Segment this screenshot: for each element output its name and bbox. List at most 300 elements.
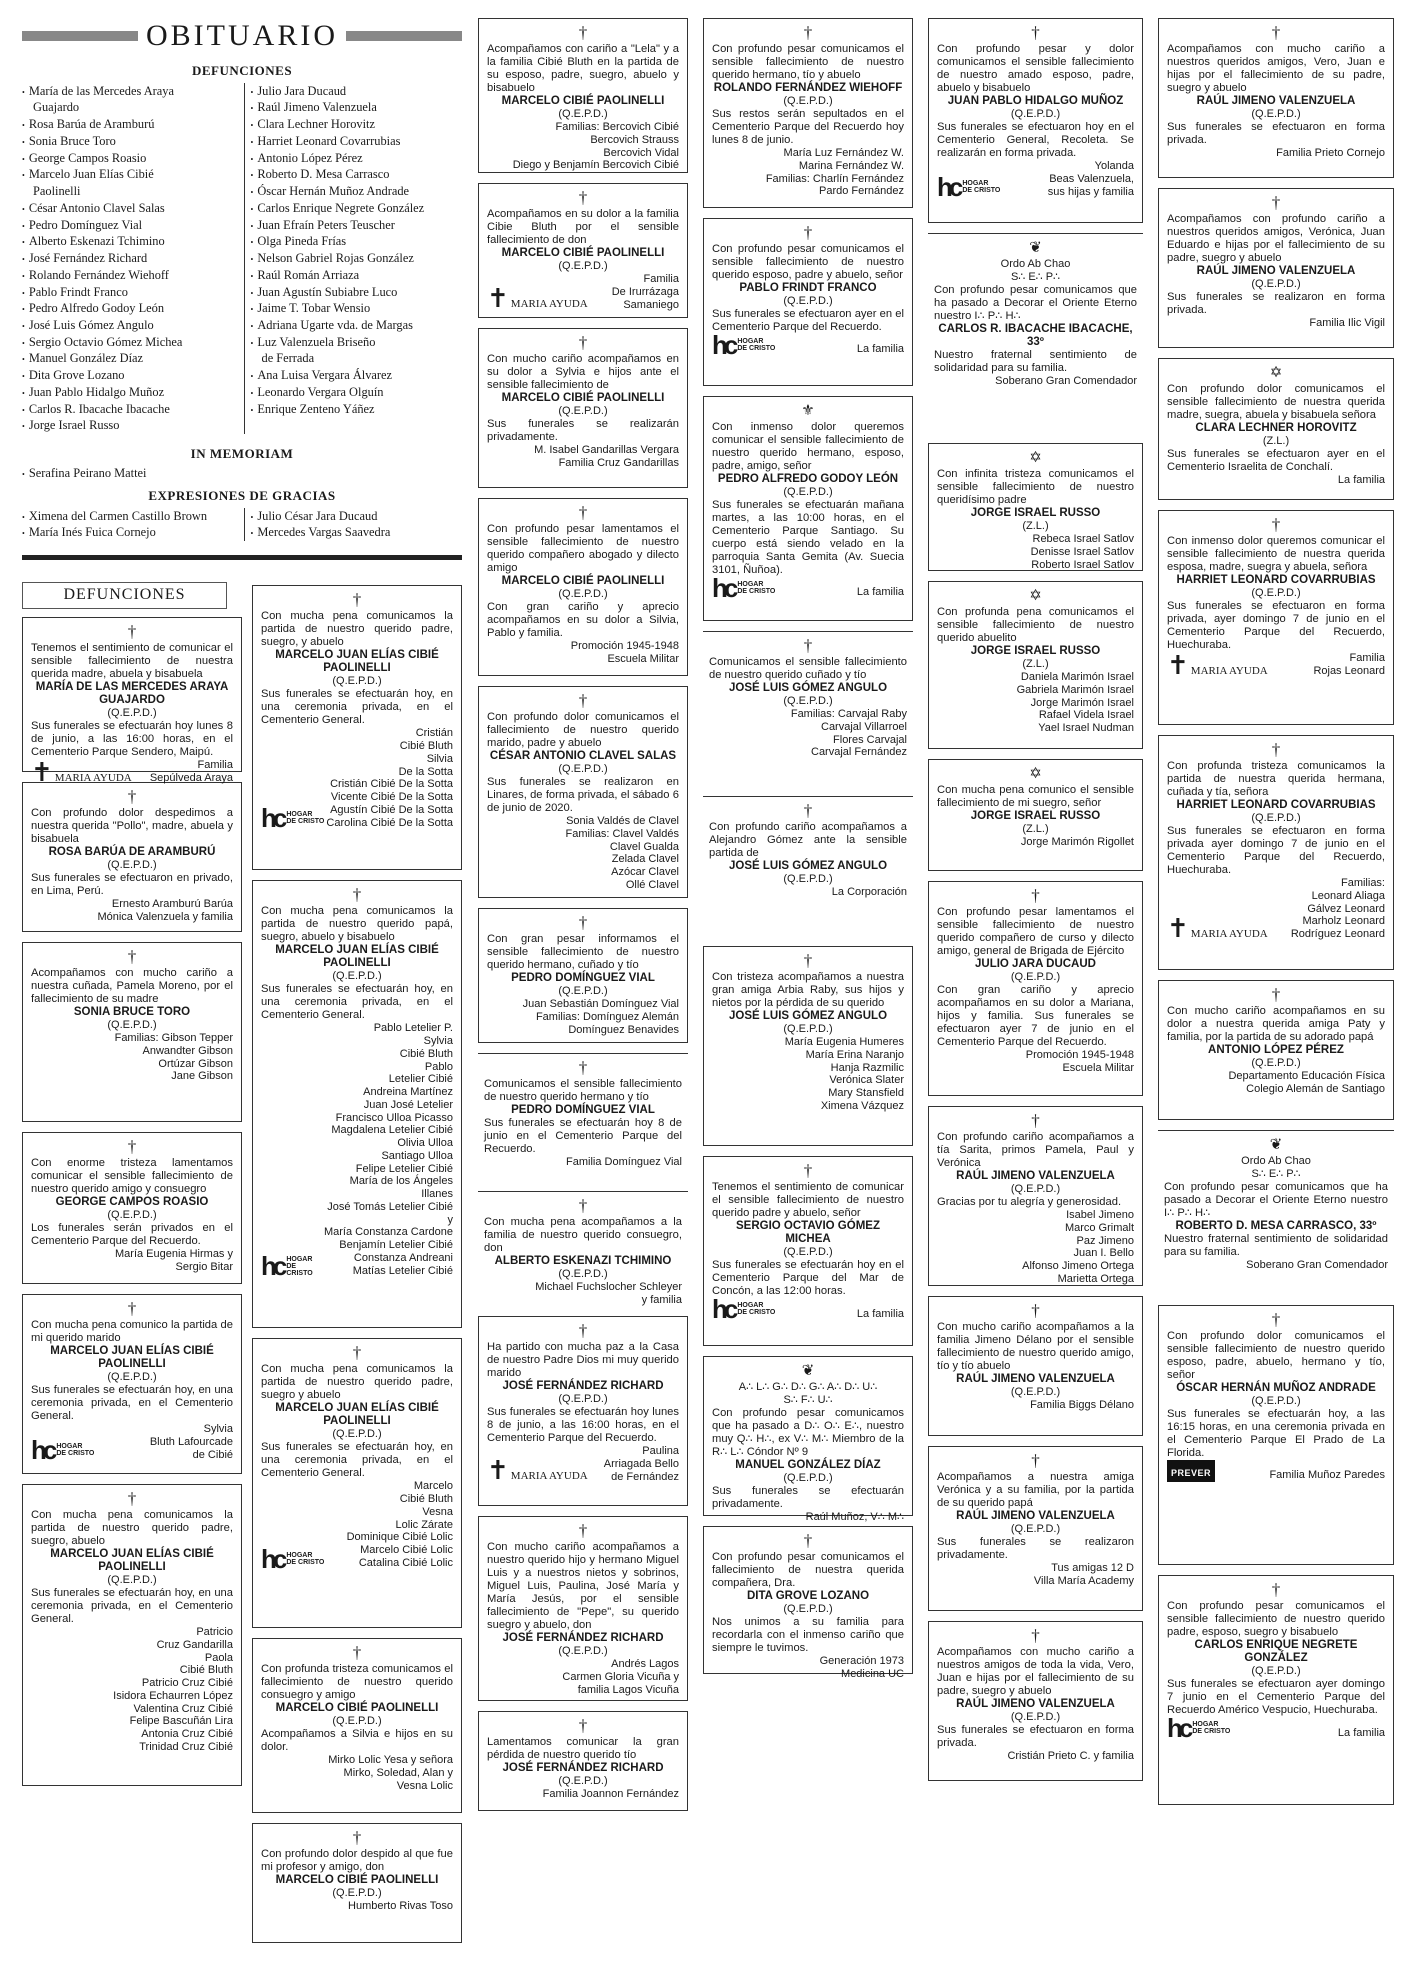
- signature-line: y familia: [641, 1293, 682, 1306]
- bullet-icon: •: [250, 137, 254, 147]
- signature-line: Generación 1973: [819, 1655, 904, 1668]
- signature-line: Paola: [204, 1651, 233, 1664]
- bullet-icon: •: [250, 204, 254, 214]
- bullet-icon: •: [250, 188, 254, 198]
- signature-line: Promoción 1945-1948: [1025, 1049, 1134, 1062]
- hogar-text-line1: HOGAR: [737, 338, 764, 346]
- signature-line: Antonia Cruz Cibié: [141, 1728, 233, 1741]
- index-entry-name: Jorge Israel Russo: [28, 418, 120, 433]
- hogar-text-line1: HOGAR: [1192, 1721, 1219, 1729]
- signature-line: Felipe Bascuñán Lira: [129, 1715, 233, 1728]
- obituary-notice: [22, 1132, 242, 1284]
- defunciones-section-label: [22, 582, 227, 609]
- signature-line: Dominique Cibié Lolic: [346, 1531, 453, 1544]
- notice-details: Sus funerales se efectuarán hoy, en una ceremonia privada, en el Cementerio General.: [31, 1587, 233, 1626]
- notice-details: Nuestro fraternal sentimiento de solidaridad para su familia.: [1164, 1233, 1388, 1259]
- cross-icon: †: [803, 636, 813, 655]
- notice-signature: [857, 343, 904, 356]
- obituary-notice: [478, 498, 688, 676]
- index-entry: [22, 233, 234, 250]
- hogar-de-cristo-text: [1192, 1721, 1230, 1735]
- notice-signature: [934, 375, 1137, 388]
- bullet-icon: •: [22, 422, 25, 432]
- signature-line: Daniela Marimón Israel: [1020, 671, 1134, 684]
- rip-label: (Q.E.P.D.): [558, 588, 608, 601]
- gracias-index: [22, 508, 462, 541]
- notice-footer: [1167, 652, 1385, 678]
- notice-details: Los funerales serán privados en el Cementerio Parque del Recuerdo.: [31, 1222, 233, 1247]
- signature-line: Arriagada Bello: [603, 1457, 679, 1470]
- cross-icon: †: [803, 1161, 813, 1180]
- masonic-emblem-icon: ⚜: [801, 403, 815, 419]
- notice-signature: [150, 1423, 233, 1461]
- notice-intro: Con mucho cariño acompañamos a la familia Jimeno Délano por el sensible fallecimiento de nuestro querido amigo, tío y tío abuelo: [937, 1321, 1134, 1372]
- signature-line: Rafael Videla Israel: [1038, 709, 1134, 722]
- cross-icon: †: [578, 691, 588, 710]
- notice-intro: Con profunda tristeza comunicamos la partida de nuestra querida hermana, cuñada y tía, señora: [1167, 760, 1385, 798]
- deceased-name: MANUEL GONZÁLEZ DÍAZ: [735, 1458, 881, 1471]
- obituary-notice: [703, 631, 913, 786]
- signature-line: Mónica Valenzuela y familia: [97, 910, 233, 923]
- index-entry-name: Óscar Hernán Muñoz Andrade: [257, 184, 410, 199]
- signature-line: Azócar Clavel: [611, 866, 679, 879]
- signature-line: Domínguez Benavides: [568, 1023, 679, 1036]
- notice-intro: Con mucho cariño acompañamos a nuestro querido hijo y hermano Miguel Luis y a nuestros nietos y sobrinos, Miguel Luis, Paulina, José María y María Jesús, por el sensible fallecimiento de "Pepe", su querido suegro y abuelo, don: [487, 1541, 679, 1631]
- signature-line: Rodríguez Leonard: [1290, 928, 1385, 941]
- maria-ayuda-text: MARIA AYUDA: [1190, 664, 1268, 677]
- signature-line: Carmen Gloria Vicuña y: [562, 1670, 679, 1683]
- index-entry-name: Juan Efraín Peters Teuscher: [257, 217, 395, 232]
- notice-footer: [937, 160, 1134, 203]
- cross-icon: †: [1031, 1111, 1040, 1130]
- signature-line: Familias: Carvajal Raby: [790, 708, 907, 721]
- deceased-name: MARCELO CIBIÉ PAOLINELLI: [501, 391, 665, 404]
- signature-line: Constanza Andreani: [353, 1251, 453, 1264]
- notice-footer: [31, 1423, 233, 1466]
- index-entry-name: Pedro Domínguez Vial: [28, 217, 143, 232]
- notice-signature: [857, 1308, 904, 1321]
- notice-details: Sus funerales se efectuaron en forma privada, ayer domingo 7 de junio en el Cementerio Parque del Recuerdo, Huechuraba.: [1167, 600, 1385, 652]
- notice-signature: [1167, 1070, 1385, 1096]
- signature-line: Trinidad Cruz Cibié: [139, 1740, 233, 1753]
- notice-signature: [326, 727, 453, 829]
- notice-header-line: Ordo Ab Chao: [1000, 258, 1071, 270]
- notice-signature: [487, 1788, 679, 1801]
- index-entry-name: Harriet Leonard Covarrubias: [257, 133, 401, 148]
- eagle-emblem-icon: ❦: [1269, 1137, 1283, 1153]
- signature-line: Rebeca Israel Satlov: [1032, 533, 1134, 546]
- index-entry-name: Alberto Eskenazi Tchimino: [28, 234, 165, 249]
- cross-icon: †: [1271, 23, 1281, 42]
- hogar-de-cristo-icon: hc: [261, 1251, 284, 1282]
- notice-intro: Lamentamos comunicar la gran pérdida de nuestro querido tío: [487, 1736, 679, 1761]
- notice-footer: [261, 1022, 453, 1282]
- notice-signature: [712, 1036, 904, 1113]
- cross-icon: †: [578, 913, 588, 932]
- index-entry: [251, 267, 463, 284]
- index-entry: [251, 233, 463, 250]
- deceased-name: MARCELO CIBIÉ PAOLINELLI: [501, 574, 665, 587]
- obituary-notice: [478, 1316, 688, 1506]
- notice-header-line: S∴ E∴ P∴: [1010, 270, 1061, 283]
- deceased-name: MARCELO JUAN ELÍAS CIBIÉ PAOLINELLI: [50, 1547, 214, 1574]
- deceased-name: RAÚL JIMENO VALENZUELA: [1196, 94, 1356, 107]
- notice-footer: [261, 1480, 453, 1574]
- signature-line: Zelada Clavel: [611, 853, 679, 866]
- notice-footer: [487, 273, 679, 314]
- signature-line: Gálvez Leonard: [1307, 902, 1385, 915]
- notice-details: Con gran cariño y aprecio acompañamos en su dolor a Mariana, hijos y familia. Sus funerales se efectuaron ayer 7 de junio en el Cementerio Parque del Recuerdo.: [937, 984, 1134, 1049]
- signature-line: La familia: [1337, 1726, 1385, 1739]
- index-entry: [22, 217, 234, 234]
- index-entry: [22, 200, 234, 217]
- bullet-icon: •: [22, 204, 25, 214]
- signature-line: Escuela Militar: [607, 652, 679, 665]
- index-entry: [251, 284, 463, 301]
- index-entry-name: Serafina Peirano Mattei: [28, 466, 147, 481]
- rip-label: (Q.E.P.D.): [332, 970, 382, 983]
- notice-intro: Con gran pesar informamos el sensible fallecimiento de nuestro querido hermano, cuñado y tío: [487, 933, 679, 971]
- deceased-name: ALBERTO ESKENAZI TCHIMINO: [494, 1254, 672, 1267]
- index-entry: [251, 524, 463, 541]
- notice-signature: [1048, 160, 1134, 198]
- rip-label: (Z.L.): [1022, 658, 1049, 671]
- signature-line: de Cibié: [192, 1448, 233, 1461]
- hogar-text-line2: DE CRISTO: [737, 1309, 776, 1317]
- index-entry-name: Sergio Octavio Gómez Michea: [28, 334, 183, 349]
- maria-ayuda-text: MARIA AYUDA: [1190, 927, 1268, 940]
- signature-line: Benjamín Letelier Cibié: [339, 1239, 453, 1252]
- signature-line: Paulina: [642, 1445, 679, 1458]
- bullet-icon: •: [22, 470, 25, 480]
- index-entry-name: Juan Pablo Hidalgo Muñoz: [28, 384, 165, 399]
- index-entry: [251, 300, 463, 317]
- notice-intro: Con mucha pena comunicamos la partida de nuestro querido padre, suegro, y abuelo: [261, 610, 453, 648]
- signature-line: Anwandter Gibson: [142, 1044, 233, 1057]
- cross-icon: †: [803, 801, 813, 820]
- signature-line: Familia: [1349, 652, 1385, 665]
- obituary-notice: [703, 396, 913, 621]
- obituary-notice: [1158, 735, 1394, 970]
- rip-label: (Q.E.P.D.): [783, 1023, 833, 1036]
- signature-line: María Luz Fernández W.: [783, 147, 904, 160]
- signature-line: Vesna Lolic: [396, 1779, 453, 1792]
- index-entry: [251, 508, 463, 525]
- notice-signature: [150, 759, 233, 785]
- deceased-name: JULIO JARA DUCAUD: [975, 957, 1096, 970]
- hogar-de-cristo-icon: hc: [937, 172, 960, 203]
- signature-line: Escuela Militar: [1062, 1061, 1134, 1074]
- signature-line: Samaniego: [623, 298, 679, 311]
- cross-icon: †: [1271, 1580, 1281, 1599]
- signature-line: Isidora Echaurren López: [113, 1689, 233, 1702]
- index-entry-name: María Inés Fuica Cornejo: [28, 525, 156, 540]
- signature-line: María Constanza Cardone: [323, 1226, 453, 1239]
- obituary-notice: [703, 1156, 913, 1346]
- notice-intro: Con mucho cariño acompañamos en su dolor a nuestra querida amiga Paty y familia, por la partida de su adorado papá: [1167, 1005, 1385, 1043]
- deceased-name: JOSÉ LUIS GÓMEZ ANGULO: [728, 859, 888, 872]
- obituary-notice: [928, 1621, 1143, 1781]
- hogar-text-line2: DE CRISTO: [737, 345, 776, 353]
- rip-label: (Q.E.P.D.): [783, 1472, 833, 1485]
- notice-signature: [487, 640, 679, 666]
- cross-icon: †: [803, 23, 813, 42]
- obituary-notice: [928, 881, 1143, 1096]
- deceased-name: CLARA LECHNER HOROVITZ: [1195, 421, 1357, 434]
- hogar-text-line1: HOGAR: [962, 180, 989, 188]
- signature-line: Silvia: [426, 752, 453, 765]
- notice-intro: Tenemos el sentimiento de comunicar el sensible fallecimiento de nuestro querido padre y abuelo, señor: [712, 1181, 904, 1219]
- obituary-notice: [928, 18, 1143, 223]
- obituary-notice: [1158, 1305, 1394, 1565]
- rip-label: (Q.E.P.D.): [783, 1246, 833, 1259]
- index-entry-name: George Campos Roasio: [28, 150, 147, 165]
- section-label-text: DEFUNCIONES: [63, 586, 186, 603]
- deceased-name: HARRIET LEONARD COVARRUBIAS: [1176, 573, 1376, 586]
- signature-line: Olivia Ulloa: [397, 1137, 453, 1150]
- hogar-de-cristo-icon: hc: [712, 330, 735, 361]
- obituary-notice: [928, 1106, 1143, 1286]
- notice-intro: Con profundo pesar lamentamos el sensible fallecimiento de nuestro querido compañero abogado y dilecto amigo: [487, 523, 679, 574]
- obituary-notice: [1158, 18, 1394, 178]
- index-entry: [251, 317, 463, 334]
- index-entry: [251, 334, 463, 351]
- deceased-name: MARCELO JUAN ELÍAS CIBIÉ PAOLINELLI: [275, 648, 439, 675]
- cross-icon: †: [578, 1058, 588, 1077]
- obituary-notice: [252, 880, 462, 1328]
- notice-footer: [31, 759, 233, 785]
- rip-label: (Q.E.P.D.): [558, 1645, 608, 1658]
- hogar-text-line1: HOGAR: [737, 1302, 764, 1310]
- signature-line: María Eugenia Humeres: [784, 1036, 904, 1049]
- index-entry: [22, 384, 234, 401]
- notice-intro: Con inmenso dolor queremos comunicar el sensible fallecimiento de nuestro querido hermano, esposo, padre, amigo, señor: [712, 421, 904, 472]
- obituary-notice: [22, 1484, 242, 1786]
- deceased-name: RAÚL JIMENO VALENZUELA: [956, 1509, 1115, 1522]
- rip-label: (Q.E.P.D.): [1010, 108, 1061, 121]
- crucifix-icon: ✝: [31, 757, 53, 787]
- obituary-notice: [22, 617, 242, 787]
- hogar-de-cristo-text: [286, 1552, 324, 1566]
- index-entry: [251, 401, 463, 418]
- obituary-notice: [252, 1638, 462, 1813]
- index-entry-name: José Luis Gómez Angulo: [28, 318, 154, 332]
- signature-line: Ollé Clavel: [625, 878, 679, 891]
- bullet-icon: •: [22, 238, 25, 248]
- signature-line: Marietta Ortega: [1057, 1272, 1134, 1285]
- notice-signature: [1167, 317, 1385, 330]
- deceased-name: MARCELO JUAN ELÍAS CIBIÉ PAOLINELLI: [275, 1401, 439, 1428]
- notice-signature: [604, 1445, 679, 1483]
- eagle-emblem-icon: ❦: [1029, 240, 1042, 256]
- defunciones-heading: DEFUNCIONES: [191, 63, 293, 79]
- signature-line: Jorge Marimón Israel: [1030, 696, 1134, 709]
- signature-line: Isabel Jimeno: [1066, 1209, 1134, 1222]
- hogar-text-line2: DE CRISTO: [737, 588, 776, 596]
- deceased-name: JOSÉ LUIS GÓMEZ ANGULO: [728, 681, 888, 694]
- rip-label: (Q.E.P.D.): [783, 695, 833, 708]
- bullet-icon: •: [250, 322, 254, 331]
- notice-intro: Con profundo cariño acompañamos a tía Sarita, primos Pamela, Paul y Verónica: [937, 1131, 1134, 1169]
- hogar-text-line1: HOGAR: [56, 1443, 83, 1451]
- deceased-name: JOSÉ LUIS GÓMEZ ANGULO: [728, 1009, 888, 1022]
- notice-signature: [1338, 1727, 1385, 1740]
- index-entry: [251, 116, 463, 133]
- notice-signature: [31, 1248, 233, 1274]
- signature-line: Sylvia: [423, 1035, 453, 1048]
- notice-signature: [31, 898, 233, 924]
- signature-line: Lolic Zárate: [395, 1518, 453, 1531]
- bullet-icon: •: [250, 154, 254, 164]
- bullet-icon: •: [250, 388, 254, 398]
- notice-details: Sus funerales se efectuarán hoy, en una ceremonia privada, en el Cementerio General.: [31, 1384, 233, 1423]
- column-f: [1158, 18, 1394, 1815]
- signature-line: Villa María Academy: [1033, 1574, 1134, 1587]
- maria-ayuda-text: MARIA AYUDA: [510, 1470, 588, 1483]
- signature-line: Marina Fernández W.: [798, 159, 904, 172]
- signature-line: María Erina Naranjo: [805, 1048, 904, 1061]
- signature-line: Andreina Martínez: [363, 1086, 453, 1099]
- index-entry-name: Roberto D. Mesa Carrasco: [257, 167, 390, 182]
- hogar-de-cristo-icon: hc: [261, 803, 284, 834]
- obituary-notice: [478, 1711, 688, 1811]
- signature-line: Yael Israel Nudman: [1038, 722, 1134, 735]
- signature-line: María Eugenia Hirmas y: [115, 1247, 233, 1260]
- index-entry-name: Marcelo Juan Elías Cibié: [28, 167, 154, 182]
- notice-intro: Comunicamos el sensible fallecimiento de nuestro querido hermano y tío: [484, 1078, 682, 1103]
- notice-intro: Con profundo dolor despido al que fue mi profesor y amigo, don: [261, 1848, 453, 1873]
- signature-line: Mirko Lolic Yesa y señora: [328, 1754, 453, 1767]
- hogar-de-cristo-logo: [31, 1435, 95, 1466]
- signature-line: Matías Letelier Cibié: [352, 1264, 453, 1277]
- cross-icon: †: [127, 621, 137, 641]
- bullet-icon: •: [22, 137, 25, 147]
- notice-signature: [1167, 147, 1385, 160]
- signature-line: Familias:: [1340, 877, 1385, 890]
- signature-line: Familia: [643, 273, 679, 286]
- bullet-icon: •: [22, 221, 25, 231]
- cross-icon: †: [578, 23, 588, 42]
- notice-intro: Con profundo pesar lamentamos el sensible fallecimiento de nuestro querido compañero de curso y dilecto amigo, general de Brigada de Ejército: [937, 906, 1134, 957]
- signature-line: Santiago Ulloa: [381, 1149, 453, 1162]
- signature-line: Vicente Cibié De la Sotta: [330, 791, 453, 804]
- signature-line: Sonia Valdés de Clavel: [566, 815, 679, 828]
- bullet-icon: •: [250, 238, 254, 248]
- index-entry-name: Juan Agustín Subiabre Luco: [257, 284, 398, 299]
- obituary-notice: [703, 1526, 913, 1680]
- notice-signature: [712, 1655, 904, 1681]
- maria-ayuda-text: MARIA AYUDA: [510, 298, 588, 311]
- bullet-icon: •: [22, 338, 25, 348]
- star-of-david-icon: ✡: [1269, 365, 1283, 381]
- deceased-name: MARCELO CIBIÉ PAOLINELLI: [501, 94, 665, 107]
- notice-intro: Acompañamos con cariño a "Lela" y a la familia Cibié Bluth en la partida de su esposo, padre, suegro, abuelo y bisabuelo: [487, 43, 679, 94]
- deceased-name: PEDRO DOMÍNGUEZ VIAL: [511, 971, 655, 984]
- index-entry: [251, 166, 463, 183]
- bullet-icon: •: [22, 355, 25, 365]
- notice-details: Sus funerales se efectuaron en forma privada ayer domingo 7 de junio en el Cementerio Parque del Recuerdo, Huechuraba.: [1167, 825, 1385, 877]
- notice-details: Sus funerales se efectuarán mañana martes, a las 10:00 horas, en el Cementerio Parque Santiago. Su cuerpo está siendo velado en la parroquia Santa Gemita (Av. Suecia 3101, Ñuñoa).: [712, 499, 904, 577]
- bullet-icon: •: [22, 255, 25, 265]
- signature-line: La familia: [856, 586, 904, 599]
- notice-signature: [937, 1399, 1134, 1412]
- rip-label: (Q.E.P.D.): [1010, 1386, 1061, 1399]
- notice-footer: [487, 1445, 679, 1486]
- signature-line: Leonard Aliaga: [1311, 889, 1385, 902]
- notice-intro: Con profundo pesar y dolor comunicamos el sensible fallecimiento de nuestro amado esposo, padre, abuelo y bisabuelo: [937, 43, 1134, 94]
- index-entry-name: Jaime T. Tobar Wensio: [257, 301, 371, 316]
- index-entry: [22, 524, 234, 541]
- notice-signature: [484, 1281, 682, 1307]
- notice-signature: [1269, 1469, 1385, 1482]
- obituary-notice: [1158, 980, 1394, 1120]
- notice-details: Sus funerales se realizaron privadamente.: [937, 1536, 1134, 1562]
- cross-icon: †: [1271, 1310, 1281, 1329]
- obituary-notice: [252, 585, 462, 870]
- deceased-name: PEDRO DOMÍNGUEZ VIAL: [511, 1103, 655, 1116]
- notice-signature: [937, 1750, 1134, 1763]
- maria-ayuda-logo: [487, 1456, 588, 1486]
- signature-line: Carolina Cibié De la Sotta: [326, 816, 453, 829]
- star-of-david-icon: ✡: [1029, 588, 1042, 604]
- index-entry: [22, 267, 234, 284]
- signature-line: Roberto Israel Satlov: [1031, 558, 1134, 571]
- hogar-de-cristo-text: [737, 1302, 775, 1316]
- maria-ayuda-logo: [1167, 650, 1268, 680]
- notice-signature: [937, 836, 1134, 849]
- deceased-name: HARRIET LEONARD COVARRUBIAS: [1176, 798, 1376, 811]
- hogar-text-line1: HOGAR: [286, 1255, 313, 1263]
- notice-details: Sus funerales se efectuarán hoy en el Cementerio Parque del Mar de Concón, a las 12:00 horas.: [712, 1259, 904, 1298]
- index-entry: [251, 83, 463, 100]
- deceased-name: ANTONIO LÓPEZ PÉREZ: [1208, 1043, 1344, 1056]
- index-entry-name: Raúl Jimeno Valenzuela: [257, 100, 377, 115]
- notice-intro: Con profundo dolor comunicamos el sensible fallecimiento de nuestra querida madre, suegra, abuela y bisabuela señora: [1167, 383, 1385, 421]
- deceased-name: PEDRO ALFREDO GODOY LEÓN: [717, 472, 899, 485]
- notice-details: Sus funerales se realizaron en forma privada.: [1167, 291, 1385, 317]
- signature-line: La familia: [1337, 474, 1385, 487]
- maria-ayuda-logo: [487, 284, 588, 314]
- hogar-de-cristo-icon: hc: [31, 1435, 54, 1466]
- obituario-title: OBITUARIO: [146, 19, 338, 52]
- obituary-notice: [478, 1516, 688, 1701]
- deceased-name: ROSA BARÚA DE ARAMBURÚ: [48, 845, 216, 858]
- index-entry-name: María de las Mercedes Araya: [28, 83, 174, 98]
- notice-details: Sus funerales se efectuarán hoy, en una ceremonia privada, en el Cementerio General.: [261, 1441, 453, 1480]
- notice-signature: [487, 1658, 679, 1696]
- index-entry: [22, 350, 234, 367]
- obituary-notice: [928, 1446, 1143, 1611]
- notice-signature: [347, 1480, 453, 1569]
- index-entry: [22, 150, 234, 167]
- column-d: [703, 18, 913, 1684]
- hogar-de-cristo-logo: [937, 172, 1001, 203]
- index-entry-name: Carlos Enrique Negrete González: [257, 200, 425, 215]
- signature-line: de Fernández: [611, 1470, 679, 1483]
- rip-label: (Q.E.P.D.): [783, 95, 833, 108]
- defunciones-list-left: [22, 83, 234, 434]
- notice-details: Sus funerales se efectuarán privadamente.: [712, 1485, 904, 1511]
- index-entry: [251, 99, 463, 116]
- rip-label: (Q.E.P.D.): [1251, 108, 1301, 121]
- bullet-icon: •: [250, 87, 254, 97]
- index-entry-name: Olga Pineda Frías: [257, 234, 347, 249]
- signature-line: Denisse Israel Satlov: [1030, 545, 1134, 558]
- rip-label: (Q.E.P.D.): [783, 486, 833, 499]
- signature-line: Cristián Cibié De la Sotta: [330, 778, 453, 791]
- index-entry: [251, 150, 463, 167]
- bullet-icon: •: [22, 87, 25, 97]
